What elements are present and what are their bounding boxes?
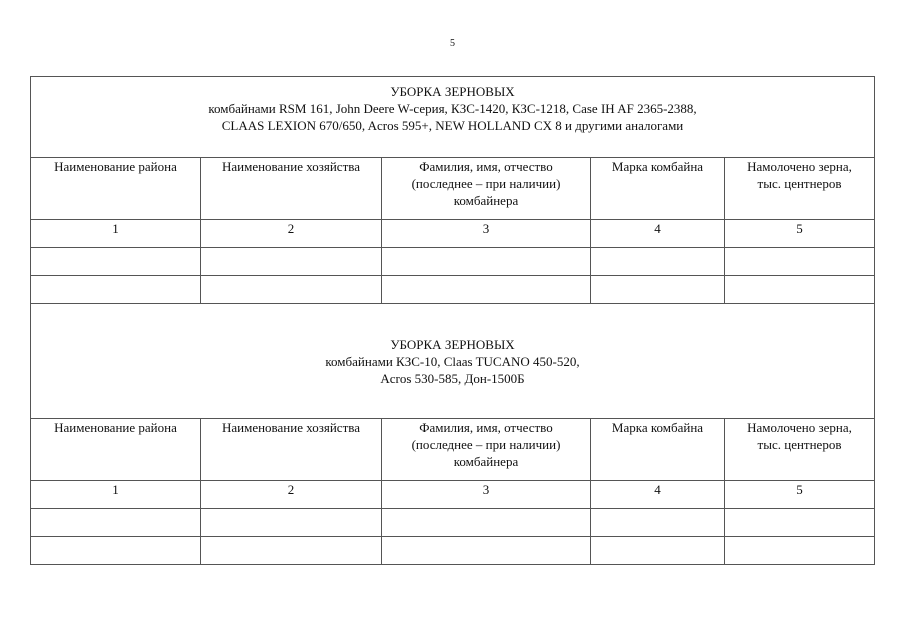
column-number: 5 [725, 481, 875, 509]
column-header-operator [382, 158, 591, 220]
column-header-text: Марка комбайна [611, 420, 704, 435]
section2-title-line: комбайнами КЗС-10, Claas TUCANO 450-520, [325, 353, 580, 369]
column-header-text: тыс. центнеров [757, 176, 842, 191]
table-cell[interactable] [725, 537, 875, 565]
table-cell[interactable] [725, 276, 875, 304]
table-cell[interactable] [201, 248, 382, 276]
column-number: 4 [591, 220, 725, 248]
table-row [31, 276, 875, 304]
section1-number-row [31, 220, 875, 248]
section2-title-line: Acros 530-585, Дон-1500Б [380, 370, 525, 386]
column-header-text: Фамилия, имя, отчество [419, 159, 553, 174]
column-header-combine-model [591, 158, 725, 220]
column-header-text: комбайнера [453, 193, 519, 208]
column-header-combine-model [591, 419, 725, 481]
column-header-farm [201, 158, 382, 220]
column-header-text: Намолочено зерна, [747, 420, 852, 435]
table-cell[interactable] [591, 248, 725, 276]
column-header-text: (последнее – при наличии) [411, 176, 561, 191]
table-cell[interactable] [31, 248, 201, 276]
column-header-text: Наименование района [54, 420, 177, 435]
column-header-text: Наименование района [54, 159, 177, 174]
column-header-text: Намолочено зерна, [747, 159, 852, 174]
section2-title-line: УБОРКА ЗЕРНОВЫХ [390, 336, 515, 352]
section2-title [31, 304, 875, 419]
table-cell[interactable] [382, 509, 591, 537]
table-cell[interactable] [382, 248, 591, 276]
section2-title-row [31, 304, 875, 419]
column-header-text: Фамилия, имя, отчество [419, 420, 553, 435]
column-header-text: Марка комбайна [611, 159, 704, 174]
section1-title-line: комбайнами RSM 161, John Deere W-серия, КЗС-1420, КЗС-1218, Case IH AF 2365-2388, [208, 101, 697, 116]
column-number: 3 [382, 220, 591, 248]
table-cell[interactable] [591, 509, 725, 537]
section1-header-row [31, 158, 875, 220]
column-header-text: комбайнера [453, 454, 519, 469]
column-number: 5 [725, 220, 875, 248]
column-header-operator [382, 419, 591, 481]
column-number: 1 [31, 481, 201, 509]
table-row [31, 537, 875, 565]
table-cell[interactable] [382, 276, 591, 304]
column-number: 3 [382, 481, 591, 509]
column-header-text: Наименование хозяйства [221, 159, 360, 174]
column-header-district [31, 419, 201, 481]
column-header-district [31, 158, 201, 220]
section1-title-line: CLAAS LEXION 670/650, Acros 595+, NEW HOLLAND CX 8 и другими аналогами [221, 118, 684, 133]
table-cell[interactable] [31, 276, 201, 304]
column-number: 1 [31, 220, 201, 248]
table-cell[interactable] [31, 509, 201, 537]
column-header-farm [201, 419, 382, 481]
table-row [31, 248, 875, 276]
section1-title-row [31, 77, 875, 158]
section2-header-row [31, 419, 875, 481]
table-cell[interactable] [591, 276, 725, 304]
column-header-text: тыс. центнеров [757, 437, 842, 452]
column-header-text: Наименование хозяйства [221, 420, 360, 435]
table-cell[interactable] [201, 276, 382, 304]
table-cell[interactable] [382, 537, 591, 565]
section2-number-row [31, 481, 875, 509]
table-cell[interactable] [725, 248, 875, 276]
table-cell[interactable] [725, 509, 875, 537]
table-cell[interactable] [591, 537, 725, 565]
page-number: 5 [450, 38, 455, 49]
column-header-text: (последнее – при наличии) [411, 437, 561, 452]
column-header-grain-threshed [725, 419, 875, 481]
section1-title-line: УБОРКА ЗЕРНОВЫХ [390, 84, 515, 99]
table-cell[interactable] [201, 537, 382, 565]
section1-title [31, 77, 875, 158]
table-row [31, 509, 875, 537]
column-number: 4 [591, 481, 725, 509]
table-cell[interactable] [31, 537, 201, 565]
column-number: 2 [201, 481, 382, 509]
table-cell[interactable] [201, 509, 382, 537]
column-number: 2 [201, 220, 382, 248]
column-header-grain-threshed [725, 158, 875, 220]
combine-harvest-table [30, 76, 875, 565]
